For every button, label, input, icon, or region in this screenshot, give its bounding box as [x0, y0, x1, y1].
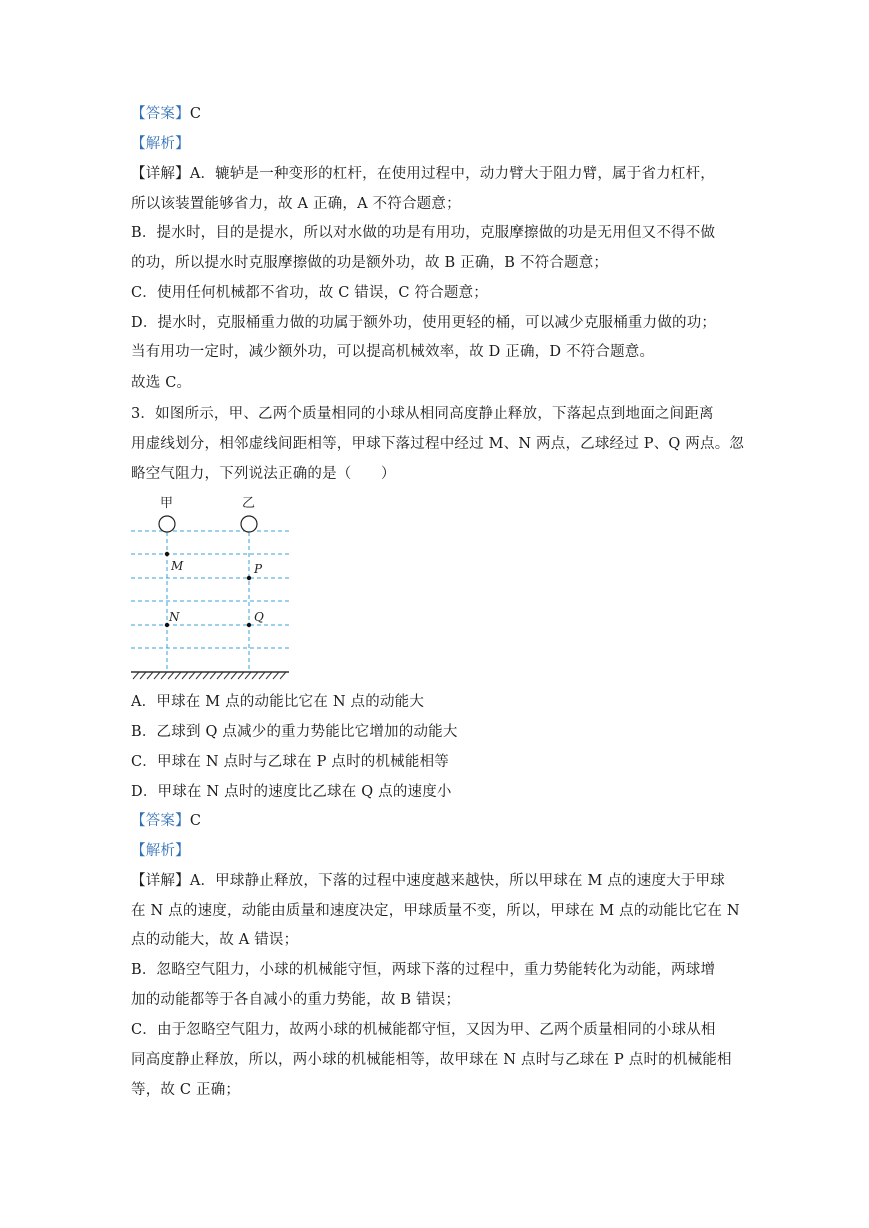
explanation-text: A．甲球静止释放，下落的过程中速度越来越快，所以甲球在 M 点的速度大于甲球 [189, 873, 725, 889]
answer-line-1 [131, 104, 201, 124]
ground-hatch [133, 672, 286, 679]
question-stem-line: 略空气阻力，下列说法正确的是（ ） [131, 466, 396, 482]
analysis-tag: 【解析】 [131, 136, 190, 152]
explanation-line: 在 N 点的速度，动能由质量和速度决定，甲球质量不变，所以，甲球在 M 点的动能比它在 N [131, 903, 740, 919]
detail-line-2 [131, 871, 725, 891]
question-stem-line: 3．如图所示，甲、乙两个质量相同的小球从相同高度静止释放，下落起点到地面之间距离 [131, 406, 714, 422]
answer-line-2 [131, 811, 201, 831]
explanation-text: A．辘轳是一种变形的杠杆，在使用过程中，动力臂大于阻力臂，属于省力杠杆， [189, 166, 715, 182]
explanation-line: C．由于忽略空气阻力，故两小球的机械能都守恒，又因为甲、乙两个质量相同的小球从相 [131, 1022, 716, 1038]
detail-tag: 【详解】 [131, 166, 190, 182]
option-b: B．乙球到 Q 点减少的重力势能比它增加的动能大 [131, 724, 458, 740]
point-q-label: Q [254, 610, 264, 624]
ball-b [241, 516, 257, 532]
explanation-line: 的功，所以提水时克服摩擦做的功是额外功，故 B 正确，B 不符合题意； [131, 255, 609, 271]
explanation-line: 当有用功一定时，减少额外功，可以提高机械效率，故 D 正确，D 不符合题意。 [131, 344, 655, 360]
analysis-line-2 [131, 841, 190, 861]
explanation-line: 所以该装置能够省力，故 A 正确，A 不符合题意； [131, 196, 461, 212]
analysis-line-1 [131, 134, 190, 154]
option-c: C．甲球在 N 点时与乙球在 P 点时的机械能相等 [131, 754, 449, 770]
explanation-line: 同高度静止释放，所以，两小球的机械能相等，故甲球在 N 点时与乙球在 P 点时的机械能相 [131, 1052, 732, 1068]
point-m-label: M [171, 559, 184, 573]
explanation-line: B．提水时，目的是提水，所以对水做的功是有用功，克服摩擦做的功是无用但又不得不做 [131, 225, 716, 241]
explanation-line: D．提水时，克服桶重力做的功属于额外功，使用更轻的桶，可以减少克服桶重力做的功； [131, 315, 717, 331]
point-m-dot [165, 552, 169, 556]
explanation-line: 点的动能大，故 A 错误； [131, 932, 299, 948]
answer-value: C [189, 813, 202, 829]
explanation-line: 等，故 C 正确； [131, 1082, 241, 1098]
detail-tag: 【详解】 [131, 873, 190, 889]
point-p-label: P [254, 562, 263, 576]
option-a: A．甲球在 M 点的动能比它在 N 点的动能大 [131, 694, 425, 710]
point-n-label: N [169, 610, 180, 624]
falling-balls-diagram [127, 490, 297, 685]
explanation-line: 加的动能都等于各自减小的重力势能，故 B 错误； [131, 992, 461, 1008]
explanation-line: B．忽略空气阻力，小球的机械能守恒，两球下落的过程中，重力势能转化为动能，两球增 [131, 962, 716, 978]
ball-a [159, 516, 175, 532]
question-stem-line: 用虚线划分，相邻虚线间距相等，甲球下落过程中经过 M、N 两点，乙球经过 P、Q 两点。忽 [131, 436, 745, 452]
conclusion-line: 故选 C。 [131, 375, 192, 391]
answer-tag: 【答案】 [131, 813, 190, 829]
point-p-dot [247, 576, 251, 580]
explanation-line: C．使用任何机械都不省功，故 C 错误，C 符合题意； [131, 285, 489, 301]
point-q-dot [247, 623, 251, 627]
answer-tag: 【答案】 [131, 106, 190, 122]
ball-b-label: 乙 [242, 496, 256, 511]
dashed-levels [131, 531, 289, 672]
option-d: D．甲球在 N 点时的速度比乙球在 Q 点的速度小 [131, 784, 452, 800]
detail-line-1 [131, 164, 715, 184]
analysis-tag: 【解析】 [131, 843, 190, 859]
answer-value: C [189, 106, 202, 122]
ball-a-label: 甲 [160, 496, 174, 511]
